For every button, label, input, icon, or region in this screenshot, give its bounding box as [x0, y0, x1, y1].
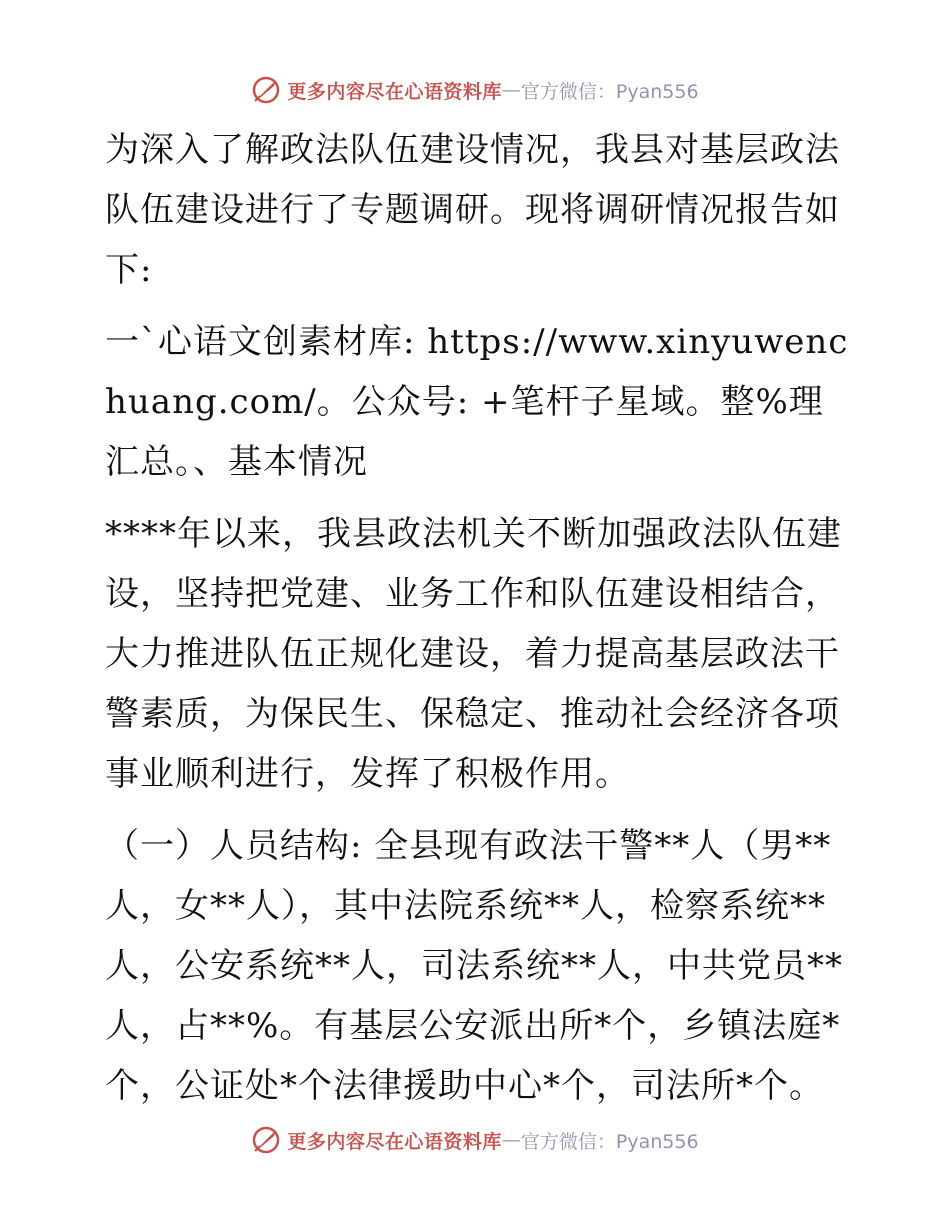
footer-dash: — — [501, 1129, 521, 1151]
header-watermark-banner — [0, 70, 950, 110]
header-brand-text: 更多内容尽在心语资料库 — [287, 80, 502, 103]
section-heading-paragraph: 一`心语文创素材库: https://www.xinyuwenchuang.com/。公众号: +笔杆子星域。整%理汇总。、基本情况 — [105, 322, 849, 482]
quill-pen-logo-icon — [251, 1125, 281, 1155]
quill-pen-logo-icon — [251, 75, 281, 105]
document-body — [97, 120, 857, 1128]
personnel-structure-paragraph: （一）人员结构: 全县现有政法干警**人（男**人，女**人），其中法院系统**人，检察系统**人，公安系统**人，司法系统**人，中共党员**人，占**%。有基层公安派出所*个，乡镇法庭*个，公证处*个法律援助中心*个，司法所*个。 — [105, 826, 843, 1106]
header-dash: — — [501, 79, 521, 101]
footer-contact-text: 官方微信：Pyan556 — [520, 1130, 699, 1153]
intro-paragraph: 为深入了解政法队伍建设情况，我县对基层政法队伍建设进行了专题调研。现将调研情况报告如下: — [105, 130, 840, 290]
footer-brand-text: 更多内容尽在心语资料库 — [287, 1130, 502, 1153]
overview-paragraph: ****年以来，我县政法机关不断加强政法队伍建设，坚持把党建、业务工作和队伍建设相结合，大力推进队伍正规化建设，着力提高基层政法干警素质，为保民生、保稳定、推动社会经济各项事业顺利进行，发挥了积极作用。 — [105, 514, 842, 794]
header-contact-text: 官方微信：Pyan556 — [520, 80, 699, 103]
footer-watermark-banner — [0, 1120, 950, 1160]
